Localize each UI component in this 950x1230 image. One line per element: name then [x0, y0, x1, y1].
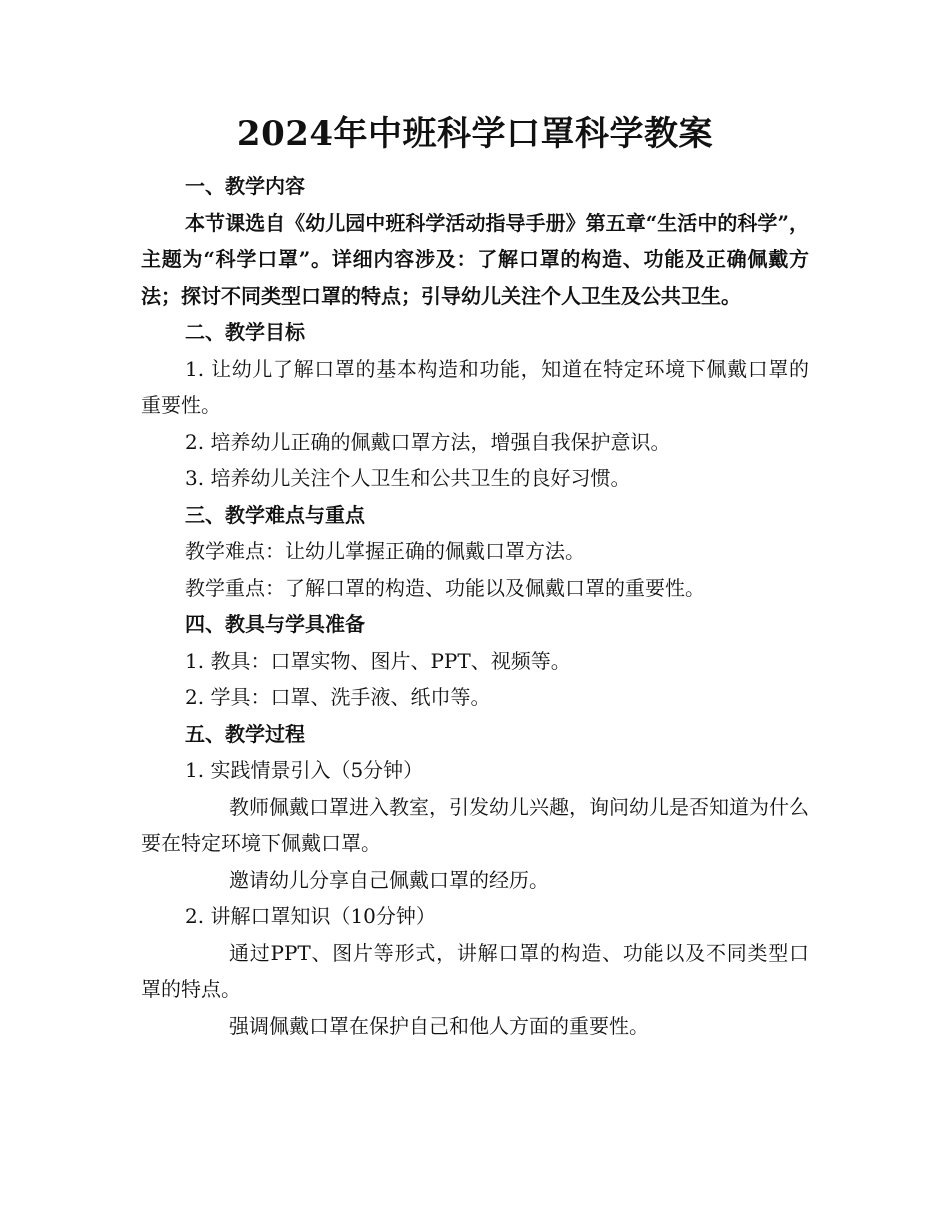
material-item-2: 2. 学具：口罩、洗手液、纸巾等。 — [185, 685, 491, 709]
process-step-2-label: 2. 讲解口罩知识（10分钟） — [185, 904, 436, 928]
section-heading-process: 五、教学过程 — [185, 721, 305, 746]
section-heading-teaching-content: 一、教学内容 — [185, 174, 305, 198]
process-step-1-paragraph-1: 教师佩戴口罩进入教室，引发幼儿兴趣，询问幼儿是否知道为什么要在特定环境下佩戴口罩。 — [141, 794, 809, 855]
process-step-1-paragraph-2: 邀请幼儿分享自己佩戴口罩的经历。 — [229, 867, 549, 892]
document-title: 2024年中班科学口罩科学教案 — [236, 114, 714, 154]
section-heading-teaching-goals: 二、教学目标 — [185, 320, 305, 344]
goal-item-3: 3. 培养幼儿关注个人卫生和公共卫生的良好习惯。 — [185, 466, 631, 490]
process-step-2-paragraph-1: 通过PPT、图片等形式，讲解口罩的构造、功能以及不同类型口罩的特点。 — [141, 940, 809, 1001]
goal-item-2: 2. 培养幼儿正确的佩戴口罩方法，增强自我保护意识。 — [185, 429, 671, 454]
section-heading-difficulties: 三、教学难点与重点 — [185, 502, 365, 527]
document-body — [141, 168, 809, 1044]
keypoint-item: 教学重点：了解口罩的构造、功能以及佩戴口罩的重要性。 — [185, 575, 705, 600]
material-item-1: 1. 教具：口罩实物、图片、PPT、视频等。 — [185, 648, 571, 673]
difficulty-item: 教学难点：让幼儿掌握正确的佩戴口罩方法。 — [185, 539, 585, 563]
process-step-1-label: 1. 实践情景引入（5分钟） — [185, 758, 424, 782]
goal-item-1: 1. 让幼儿了解口罩的基本构造和功能，知道在特定环境下佩戴口罩的重要性。 — [141, 356, 809, 417]
section-heading-materials: 四、教具与学具准备 — [185, 612, 365, 636]
process-step-2-paragraph-2: 强调佩戴口罩在保护自己和他人方面的重要性。 — [229, 1013, 649, 1038]
teaching-content-paragraph: 本节课选自《幼儿园中班科学活动指导手册》第五章“生活中的科学”，主题为“科学口罩”。详细内容涉及：了解口罩的构造、功能及正确佩戴方法；探讨不同类型口罩的特点；引导幼儿关注个人卫生及公共卫生。 — [141, 210, 809, 308]
